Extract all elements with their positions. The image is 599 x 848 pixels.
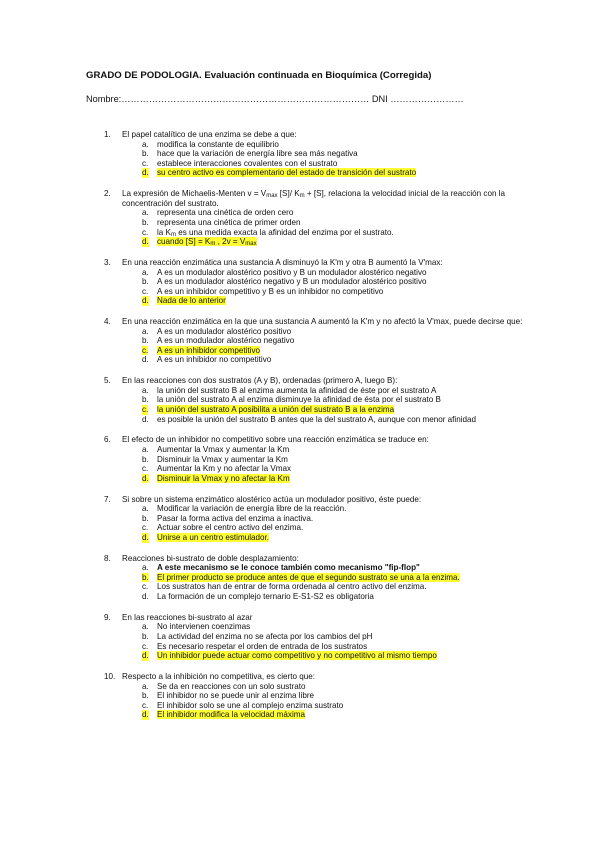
question-text: En las reacciones bi-sustrato al azar	[122, 612, 253, 622]
option-text: hace que la variación de energía libre sea más negativa	[157, 149, 358, 159]
option-c	[142, 287, 524, 297]
option-letter: b.	[142, 149, 149, 159]
option-letter: b.	[142, 454, 149, 464]
question-text: El efecto de un inhibidor no competitivo sobre una reacción enzimática se traduce en:	[122, 435, 429, 445]
option-text: representa una cinética de orden cero	[157, 208, 294, 218]
option-letter: a.	[142, 267, 149, 277]
option-c	[142, 523, 524, 533]
option-letter: a.	[142, 139, 149, 149]
option-list	[122, 504, 524, 542]
option-list	[122, 563, 524, 601]
text-fragment: cuando [S] = K	[157, 237, 211, 247]
option-text: No intervienen coenzimas	[157, 622, 251, 632]
option-text: Se da en reacciones con un solo sustrato	[157, 681, 306, 691]
text-fragment: + [S], relaciona la velocidad inicial de la reacción con la concentración del sustrato.	[122, 189, 506, 208]
question-6	[104, 435, 524, 483]
option-c	[142, 701, 524, 711]
correct-answer-text: A es un inhibidor competitivo	[157, 345, 261, 355]
option-text: Aumentar la Km y no afectar la Vmax	[157, 464, 292, 474]
option-b	[142, 277, 524, 287]
option-a	[142, 327, 524, 337]
question-number: 8.	[104, 553, 111, 563]
option-b	[142, 455, 524, 465]
question-4	[104, 317, 524, 365]
text-fragment: la K	[157, 227, 171, 237]
option-text: A es un modulador alostérico positivo	[157, 326, 292, 336]
correct-answer-text: Un inhibidor puede actuar como competitivo y no competitivo al mismo tiempo	[157, 651, 437, 661]
correct-answer-text: la unión del sustrato A posibilita a unión del sustrato B a la enzima	[157, 405, 395, 414]
option-text: El inhibidor no se puede unir al enzima libre	[157, 691, 315, 701]
option-d	[142, 415, 524, 425]
option-b	[142, 336, 524, 346]
option-letter: b.	[142, 277, 149, 287]
option-letter: a.	[142, 444, 149, 454]
exam-title: GRADO DE PODOLOGIA. Evaluación continuada en Bioquímica (Corregida)	[86, 70, 432, 81]
option-c	[142, 642, 524, 652]
option-b	[142, 691, 524, 701]
question-2	[104, 189, 524, 247]
option-c	[142, 228, 524, 238]
option-letter: c.	[142, 286, 149, 296]
subscript: m	[170, 231, 176, 238]
option-letter: d.	[142, 651, 149, 661]
option-letter: a.	[142, 622, 149, 632]
option-letter: a.	[142, 504, 149, 514]
option-a	[142, 386, 524, 396]
option-letter: a.	[142, 208, 149, 218]
question-number: 4.	[104, 317, 111, 327]
question-10	[104, 672, 524, 720]
question-text: En una reacción enzimática en la que una sustancia A aumentó la K'm y no afectó la V'max, puede decirse que:	[122, 317, 523, 327]
text-fragment: es una medida exacta la afinidad del enzima por el sustrato.	[175, 227, 394, 237]
option-letter: c.	[142, 464, 149, 474]
option-letter: c.	[142, 345, 149, 355]
subscript: m	[299, 193, 305, 200]
correct-answer-text	[157, 237, 257, 246]
option-c	[142, 582, 524, 592]
option-letter: b.	[142, 336, 149, 346]
name-dni-line: Nombre:……………………………………………………………………… DNI ……………………	[86, 94, 464, 104]
option-a	[142, 682, 524, 692]
option-a	[142, 504, 524, 514]
option-letter: d.	[142, 237, 149, 247]
option-d	[142, 237, 524, 247]
option-letter: c.	[142, 405, 149, 414]
text-fragment: , 2v = V	[215, 237, 246, 247]
option-b	[142, 218, 524, 228]
option-list	[122, 445, 524, 483]
option-text: A es un inhibidor no competitivo	[157, 355, 272, 365]
option-letter: c.	[142, 523, 149, 533]
option-letter: b.	[142, 513, 149, 523]
option-d	[142, 296, 524, 306]
text-fragment: [S]/ K	[277, 189, 300, 199]
question-text: Respecto a la inhibición no competitiva, es cierto que:	[122, 672, 316, 681]
subscript: max	[266, 193, 278, 200]
option-c	[142, 346, 524, 356]
option-letter: b.	[142, 572, 149, 582]
option-text: A es un modulador alostérico positivo y B un modulador alostérico negativo	[157, 267, 427, 277]
option-b	[142, 573, 524, 583]
question-number: 2.	[104, 189, 111, 199]
option-list	[122, 208, 524, 246]
question-3	[104, 258, 524, 306]
option-letter: b.	[142, 217, 149, 227]
option-text: es posible la unión del sustrato B antes que la del sustrato A, aunque con menor afinidad	[157, 414, 477, 424]
option-text: A es un modulador alostérico negativo	[157, 336, 295, 346]
option-d	[142, 168, 524, 178]
option-text: Pasar la forma activa del enzima a inactiva.	[157, 513, 314, 523]
option-list	[122, 268, 524, 306]
option-text: establece interacciones covalentes con el sustrato	[157, 158, 338, 168]
option-text: Los sustratos han de entrar de forma ordenada al centro activo del enzima.	[157, 582, 427, 592]
correct-answer-text: El inhibidor modifica la velocidad máxima	[157, 710, 306, 720]
option-text: A este mecanismo se le conoce también como mecanismo "fip-flop"	[157, 563, 420, 573]
question-text: En una reacción enzimática una sustancia A disminuyó la K'm y otra B aumentó la V'max:	[122, 257, 443, 267]
option-letter: c.	[142, 700, 149, 710]
option-d	[142, 592, 524, 602]
option-b	[142, 514, 524, 524]
question-number: 9.	[104, 612, 111, 622]
correct-answer-text: El primer producto se produce antes de que el segundo sustrato se una a la enzima.	[157, 572, 460, 582]
question-text	[122, 189, 524, 208]
option-list	[122, 386, 524, 424]
option-letter: b.	[142, 395, 149, 405]
option-text: modifica la constante de equilibrio	[157, 139, 279, 149]
question-number: 1.	[104, 130, 111, 139]
correct-answer-text: su centro activo es complementario del estado de transición del sustrato	[157, 168, 417, 178]
question-text: Si sobre un sistema enzimático alostérico actúa un modulador positivo, éste puede:	[122, 494, 422, 504]
option-letter: a.	[142, 563, 149, 573]
correct-answer-text: Nada de lo anterior	[157, 296, 226, 306]
question-list	[104, 130, 524, 731]
option-letter: a.	[142, 385, 149, 395]
option-letter: d.	[142, 592, 149, 602]
correct-answer-text: Disminuir la Vmax y no afectar la Km	[157, 473, 290, 483]
question-text: Reacciones bi-sustrato de doble desplazamiento:	[122, 553, 299, 563]
option-letter: c.	[142, 641, 149, 651]
option-letter: c.	[142, 158, 149, 168]
option-letter: d.	[142, 532, 149, 542]
option-letter: c.	[142, 227, 149, 237]
option-text: El inhibidor solo se une al complejo enzima sustrato	[157, 700, 344, 710]
question-text: El papel catalítico de una enzima se debe a que:	[122, 130, 297, 139]
question-number: 10.	[104, 672, 116, 681]
option-text: Modificar la variación de energía libre de la reacción.	[157, 504, 347, 514]
option-a	[142, 563, 524, 573]
question-number: 6.	[104, 435, 111, 445]
option-letter: c.	[142, 582, 149, 592]
option-letter: d.	[142, 414, 149, 424]
option-text: La actividad del enzima no se afecta por los cambios del pH	[157, 632, 373, 642]
question-number: 7.	[104, 494, 111, 504]
option-text: Aumentar la Vmax y aumentar la Km	[157, 444, 290, 454]
option-list	[122, 140, 524, 178]
option-text: la unión del sustrato B al enzima aumenta la afinidad de éste por el sustrato A	[157, 385, 437, 395]
text-fragment: La expresión de Michaelis-Menten v = V	[122, 189, 267, 199]
option-letter: d.	[142, 710, 149, 720]
question-number: 5.	[104, 376, 111, 386]
option-d	[142, 710, 524, 720]
option-letter: b.	[142, 691, 149, 701]
option-text: la unión del sustrato A al enzima disminuye la afinidad de ésta por el sustrato B	[157, 395, 441, 405]
option-c	[142, 405, 524, 415]
option-b	[142, 395, 524, 405]
option-letter: d.	[142, 168, 149, 178]
option-d	[142, 355, 524, 365]
option-b	[142, 632, 524, 642]
subscript: m	[210, 241, 216, 248]
question-7	[104, 495, 524, 543]
subscript: max	[245, 241, 257, 248]
option-letter: d.	[142, 296, 149, 306]
option-d	[142, 474, 524, 484]
option-a	[142, 622, 524, 632]
option-list	[122, 622, 524, 660]
option-d	[142, 533, 524, 543]
option-d	[142, 651, 524, 661]
question-8	[104, 554, 524, 602]
correct-answer-text: Unirse a un centro estimulador.	[157, 532, 270, 542]
option-a	[142, 140, 524, 150]
question-9	[104, 613, 524, 661]
option-text: Actuar sobre el centro activo del enzima.	[157, 523, 304, 533]
option-letter: d.	[142, 473, 149, 483]
question-text: En las reacciones con dos sustratos (A y B), ordenadas (primero A, luego B):	[122, 376, 398, 386]
option-a	[142, 268, 524, 278]
option-list	[122, 327, 524, 365]
question-number: 3.	[104, 257, 111, 267]
option-b	[142, 149, 524, 159]
option-text: Disminuir la Vmax y aumentar la Km	[157, 454, 288, 464]
option-text: representa una cinética de primer orden	[157, 217, 301, 227]
option-text: A es un modulador alostérico negativo y B un modulador alostérico positivo	[157, 277, 427, 287]
option-letter: b.	[142, 632, 149, 642]
option-text: A es un inhibidor competitivo y B es un inhibidor no competitivo	[157, 286, 384, 296]
option-a	[142, 445, 524, 455]
option-a	[142, 208, 524, 218]
option-list	[122, 682, 524, 720]
option-c	[142, 464, 524, 474]
question-1	[104, 130, 524, 178]
option-letter: a.	[142, 681, 149, 691]
question-5	[104, 376, 524, 424]
option-text: Es necesario respetar el orden de entrada de los sustratos	[157, 641, 368, 651]
option-c	[142, 159, 524, 169]
option-letter: d.	[142, 355, 149, 365]
option-letter: a.	[142, 326, 149, 336]
option-text: La formación de un complejo ternario E-S1-S2 es obligatoria	[157, 592, 374, 602]
option-text	[157, 228, 394, 237]
